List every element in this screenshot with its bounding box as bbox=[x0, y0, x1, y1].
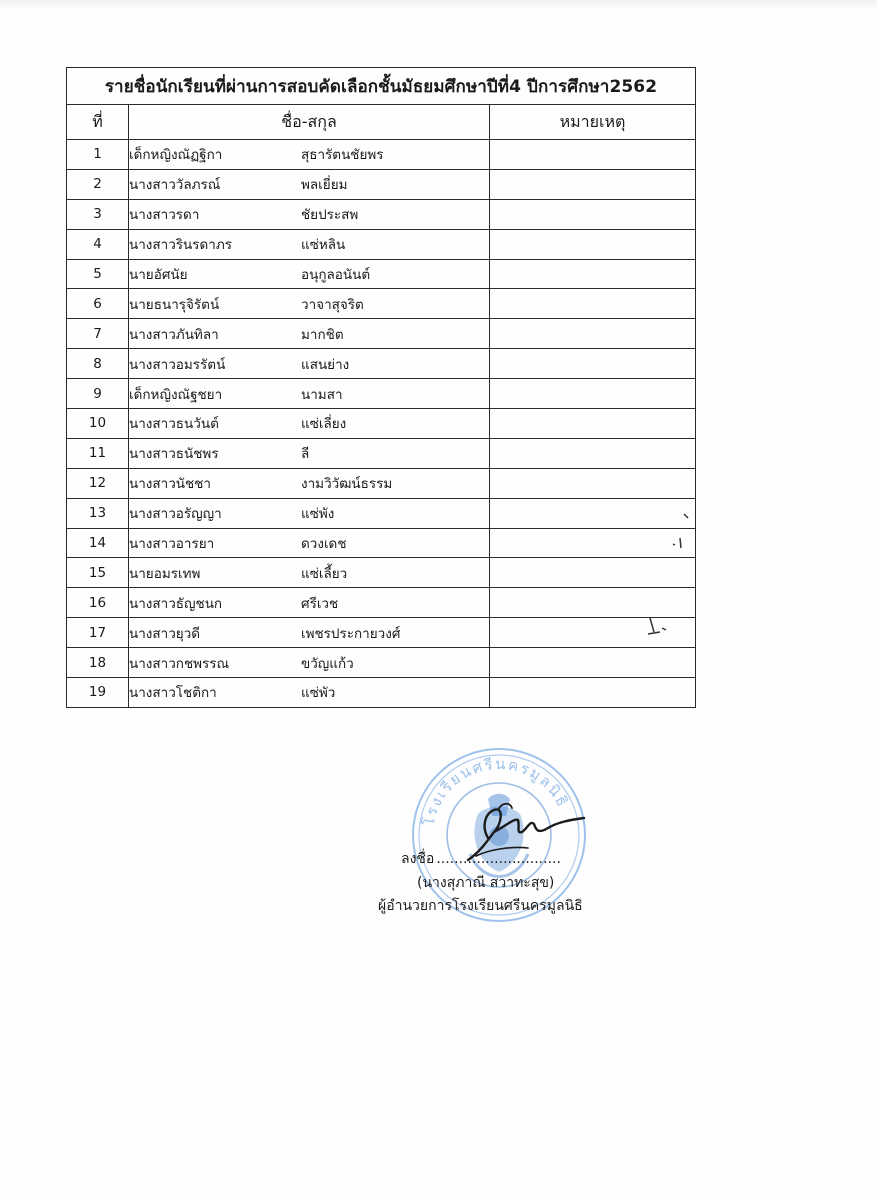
remark-cell bbox=[490, 319, 696, 349]
student-first-name: นางสาวธนวันต์ bbox=[129, 416, 219, 433]
student-last-name: แสนย่าง bbox=[301, 356, 350, 373]
student-first-name: นางสาวภันทิลา bbox=[129, 326, 219, 343]
student-last-name: ขวัญแก้ว bbox=[301, 655, 354, 672]
remark-cell bbox=[490, 468, 696, 498]
student-name-cell bbox=[129, 349, 490, 379]
student-name-cell bbox=[129, 438, 490, 468]
remark-cell bbox=[490, 349, 696, 379]
student-name-cell bbox=[129, 229, 490, 259]
row-number: 3 bbox=[67, 199, 129, 229]
row-number: 9 bbox=[67, 379, 129, 409]
table-row bbox=[67, 169, 696, 199]
student-last-name: ลี bbox=[301, 446, 310, 463]
table-row bbox=[67, 259, 696, 289]
student-name-cell bbox=[129, 199, 490, 229]
student-first-name: นางสาววัลภรณ์ bbox=[129, 177, 221, 194]
student-first-name: นางสาวธัญชนก bbox=[129, 595, 223, 612]
student-first-name: นางสาวยุวดี bbox=[129, 625, 201, 642]
scan-edge bbox=[0, 0, 877, 10]
signature-dots: ............................ bbox=[436, 851, 561, 867]
signature-label: ลงชื่อ bbox=[401, 851, 435, 867]
student-first-name: นายอัศนัย bbox=[129, 267, 188, 283]
student-first-name: นางสาวกชพรรณ bbox=[129, 655, 230, 672]
student-last-name: แซ่พัว bbox=[301, 685, 336, 702]
student-name-cell bbox=[129, 289, 490, 319]
row-number: 1 bbox=[67, 140, 129, 170]
remark-cell bbox=[490, 438, 696, 468]
remark-cell bbox=[490, 199, 696, 229]
table-row bbox=[67, 229, 696, 259]
row-number: 5 bbox=[67, 259, 129, 289]
row-number: 2 bbox=[67, 169, 129, 199]
table-row bbox=[67, 289, 696, 319]
table-row bbox=[67, 588, 696, 618]
student-last-name: นามสา bbox=[301, 386, 343, 403]
table-row bbox=[67, 648, 696, 678]
table-row bbox=[67, 528, 696, 558]
student-name-cell bbox=[129, 528, 490, 558]
student-name-cell bbox=[129, 259, 490, 289]
header-number: ที่ bbox=[67, 105, 129, 140]
student-name-cell bbox=[129, 379, 490, 409]
signature-line bbox=[401, 848, 561, 870]
row-number: 13 bbox=[67, 498, 129, 528]
student-name-cell bbox=[129, 409, 490, 439]
remark-cell bbox=[490, 229, 696, 259]
student-last-name: งามวิวัฒน์ธรรม bbox=[301, 476, 393, 493]
row-number: 4 bbox=[67, 229, 129, 259]
row-number: 11 bbox=[67, 438, 129, 468]
table-row bbox=[67, 678, 696, 708]
remark-cell bbox=[490, 140, 696, 170]
remark-cell bbox=[490, 409, 696, 439]
student-first-name: นางสาวรดา bbox=[129, 207, 200, 224]
student-roster-table bbox=[66, 67, 696, 708]
student-last-name: แซ่เลี่ยง bbox=[301, 416, 347, 433]
header-name: ชื่อ-สกุล bbox=[129, 105, 490, 140]
stray-pen-marks bbox=[640, 508, 696, 643]
student-name-cell bbox=[129, 468, 490, 498]
student-last-name: วาจาสุจริต bbox=[301, 296, 364, 313]
table-row bbox=[67, 349, 696, 379]
student-first-name: นางสาวอมรรัตน์ bbox=[129, 356, 226, 373]
row-number: 17 bbox=[67, 618, 129, 648]
row-number: 15 bbox=[67, 558, 129, 588]
remark-cell bbox=[490, 648, 696, 678]
row-number: 14 bbox=[67, 528, 129, 558]
student-first-name: เด็กหญิงณัฏฐิกา bbox=[129, 147, 223, 164]
student-name-cell bbox=[129, 618, 490, 648]
student-first-name: นางสาวอรัญญา bbox=[129, 506, 222, 523]
student-name-cell bbox=[129, 558, 490, 588]
table-row bbox=[67, 319, 696, 349]
remark-cell bbox=[490, 379, 696, 409]
table-row bbox=[67, 199, 696, 229]
table-row bbox=[67, 140, 696, 170]
student-last-name: ศรีเวช bbox=[301, 595, 339, 612]
remark-cell bbox=[490, 169, 696, 199]
title-row bbox=[67, 68, 696, 105]
student-first-name: นางสาวอารยา bbox=[129, 536, 215, 553]
student-name-cell bbox=[129, 588, 490, 618]
student-first-name: นางสาวนัชชา bbox=[129, 476, 211, 493]
signer-name: (นางสุภาณี สวาทะสุข) bbox=[417, 875, 555, 891]
student-last-name: ชัยประสพ bbox=[301, 207, 359, 224]
student-last-name: พลเยี่ยม bbox=[301, 177, 348, 194]
student-last-name: ดวงเดช bbox=[301, 536, 347, 553]
table-row bbox=[67, 438, 696, 468]
table-row bbox=[67, 379, 696, 409]
row-number: 16 bbox=[67, 588, 129, 618]
student-name-cell bbox=[129, 140, 490, 170]
row-number: 12 bbox=[67, 468, 129, 498]
student-name-cell bbox=[129, 498, 490, 528]
student-last-name: แซ่พัง bbox=[301, 506, 335, 523]
header-remark: หมายเหตุ bbox=[490, 105, 696, 140]
signer-position: ผู้อำนวยการโรงเรียนศรีนครมูลนิธิ bbox=[378, 898, 583, 914]
row-number: 8 bbox=[67, 349, 129, 379]
row-number: 6 bbox=[67, 289, 129, 319]
student-first-name: เด็กหญิงณัฐชยา bbox=[129, 386, 223, 403]
remark-cell bbox=[490, 289, 696, 319]
row-number: 19 bbox=[67, 678, 129, 708]
remark-cell bbox=[490, 259, 696, 289]
student-last-name: แซ่หลิน bbox=[301, 237, 346, 254]
student-first-name: นางสาวธนัชพร bbox=[129, 446, 219, 463]
row-number: 7 bbox=[67, 319, 129, 349]
student-name-cell bbox=[129, 648, 490, 678]
student-last-name: แซ่เลี้ยว bbox=[301, 565, 348, 582]
table-row bbox=[67, 468, 696, 498]
student-last-name: อนุกูลอนันต์ bbox=[301, 267, 371, 283]
student-first-name: นายอมรเทพ bbox=[129, 565, 201, 582]
table-row bbox=[67, 498, 696, 528]
student-name-cell bbox=[129, 678, 490, 708]
document-title: รายชื่อนักเรียนที่ผ่านการสอบคัดเลือกชั้นมัธยมศึกษาปีที่4 ปีการศึกษา2562 bbox=[67, 68, 696, 105]
student-name-cell bbox=[129, 169, 490, 199]
student-last-name: เพชรประกายวงศ์ bbox=[301, 625, 401, 642]
student-first-name: นางสาวโชติกา bbox=[129, 685, 217, 702]
table-row bbox=[67, 618, 696, 648]
student-name-cell bbox=[129, 319, 490, 349]
student-first-name: นายธนารุจิรัตน์ bbox=[129, 296, 220, 313]
table-row bbox=[67, 558, 696, 588]
stamp-ring-text: โรงเรียนศรีนครมูลนิธิ bbox=[419, 754, 573, 828]
row-number: 18 bbox=[67, 648, 129, 678]
student-last-name: สุธารัตนชัยพร bbox=[301, 147, 384, 164]
header-row bbox=[67, 105, 696, 140]
student-last-name: มากชิต bbox=[301, 326, 344, 343]
table-row bbox=[67, 409, 696, 439]
student-first-name: นางสาวรินรดาภร bbox=[129, 237, 233, 254]
remark-cell bbox=[490, 678, 696, 708]
row-number: 10 bbox=[67, 409, 129, 439]
